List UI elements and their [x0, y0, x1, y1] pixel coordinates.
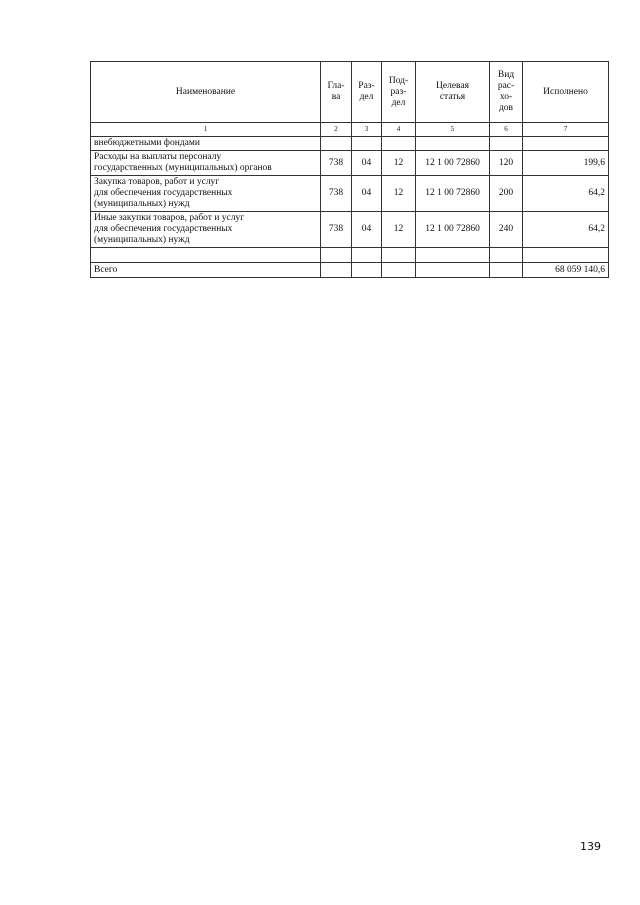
empty-cell [91, 248, 321, 263]
budget-table [90, 61, 609, 278]
row-glava: 738 [321, 151, 352, 176]
header-glava: Гла- ва [321, 62, 352, 123]
empty-cell [321, 263, 352, 278]
table-row [91, 151, 609, 176]
column-number: 3 [352, 123, 382, 137]
empty-cell [382, 248, 416, 263]
empty-cell [416, 263, 490, 278]
row-glava [321, 137, 352, 151]
header-vid: Вид рас- хо- дов [490, 62, 523, 123]
empty-cell [523, 248, 609, 263]
row-ispolneno: 199,6 [523, 151, 609, 176]
row-vid: 240 [490, 212, 523, 248]
header-podrazdel: Под- раз- дел [382, 62, 416, 123]
total-value: 68 059 140,6 [523, 263, 609, 278]
header-row [91, 62, 609, 123]
row-razdel: 04 [352, 151, 382, 176]
table-row [91, 176, 609, 212]
column-number: 1 [91, 123, 321, 137]
page-number: 139 [580, 840, 601, 853]
empty-cell [352, 248, 382, 263]
header-ispolneno: Исполнено [523, 62, 609, 123]
table-row [91, 137, 609, 151]
column-number: 4 [382, 123, 416, 137]
column-number-row [91, 123, 609, 137]
empty-cell [382, 263, 416, 278]
row-ispolneno [523, 137, 609, 151]
total-label: Всего [91, 263, 321, 278]
row-name: Расходы на выплаты персоналу государственных (муниципальных) органов [91, 151, 321, 176]
row-podrazdel: 12 [382, 212, 416, 248]
empty-cell [490, 263, 523, 278]
header-razdel: Раз- дел [352, 62, 382, 123]
row-vid: 200 [490, 176, 523, 212]
row-podrazdel: 12 [382, 151, 416, 176]
row-ispolneno: 64,2 [523, 176, 609, 212]
row-glava: 738 [321, 212, 352, 248]
header-celevaya: Целевая статья [416, 62, 490, 123]
row-razdel: 04 [352, 212, 382, 248]
header-name: Наименование [91, 62, 321, 123]
column-number: 2 [321, 123, 352, 137]
row-podrazdel: 12 [382, 176, 416, 212]
row-name: Закупка товаров, работ и услуг для обеспечения государственных (муниципальных) нужд [91, 176, 321, 212]
row-glava: 738 [321, 176, 352, 212]
column-number: 6 [490, 123, 523, 137]
row-razdel [352, 137, 382, 151]
row-vid: 120 [490, 151, 523, 176]
column-number: 5 [416, 123, 490, 137]
column-number: 7 [523, 123, 609, 137]
row-celevaya: 12 1 00 72860 [416, 176, 490, 212]
empty-cell [416, 248, 490, 263]
row-celevaya: 12 1 00 72860 [416, 212, 490, 248]
total-row [91, 263, 609, 278]
empty-row [91, 248, 609, 263]
row-celevaya [416, 137, 490, 151]
row-celevaya: 12 1 00 72860 [416, 151, 490, 176]
row-razdel: 04 [352, 176, 382, 212]
row-ispolneno: 64,2 [523, 212, 609, 248]
empty-cell [321, 248, 352, 263]
table-row [91, 212, 609, 248]
empty-cell [490, 248, 523, 263]
row-vid [490, 137, 523, 151]
row-name: Иные закупки товаров, работ и услуг для обеспечения государственных (муниципальных) нужд [91, 212, 321, 248]
row-podrazdel [382, 137, 416, 151]
row-name: внебюджетными фондами [91, 137, 321, 151]
empty-cell [352, 263, 382, 278]
